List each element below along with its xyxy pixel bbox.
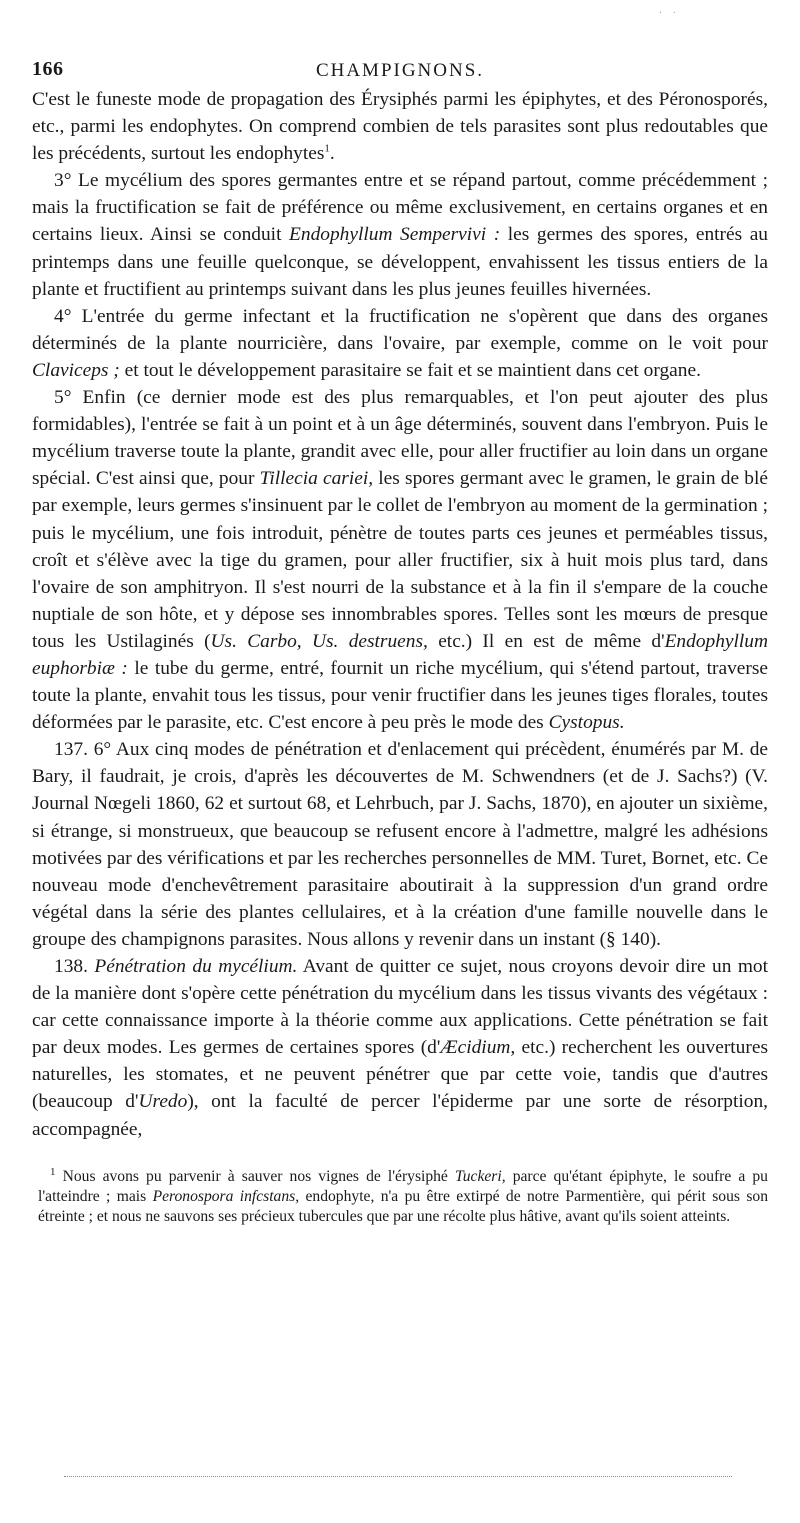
book-page — [32, 52, 768, 1227]
text-run: 5° Enfin (ce dernier mode est des plus remarquables, et l'on peut ajouter des plus formidables), l'entrée se fait à un point et à un âge déterminés, souvent dans l'embryon. Puis le mycélium traverse toute la plante, grandit avec elle, pour aller fructifier au loin dans un organe spécial. C'est ainsi que, pour — [32, 387, 768, 490]
text-run: 3° Le mycélium des spores germantes entre et se répand partout, comme précédemment ; mais la fructification se fait de préférence ou même exclusivement, en certains organes et en certains lieux. Ainsi se conduit — [32, 170, 768, 246]
text-run: 138. — [54, 956, 95, 977]
body-text — [32, 86, 768, 1143]
text-run: endophyte, n'a pu être extirpé de notre Parmentière, qui périt sous son étreinte ; et nous ne sauvons ses précieux tubercules que par une récolte plus hâtive, avant qu'ils soient atteints. — [38, 1187, 768, 1226]
italic-term: Us. Carbo, Us. destruens, — [210, 630, 428, 652]
text-run: C'est le funeste mode de propagation des Érysiphés parmi les épiphytes, et des Péronosporés, etc., parmi les endophytes. On comprend combien de tels parasites sont plus redoutables que les précédents, surtout les endophytes — [32, 89, 768, 165]
text-run: parce qu'étant épiphyte, le soufre a pu l'atteindre ; mais — [38, 1167, 768, 1205]
italic-term: Peronospora infcstans, — [152, 1187, 300, 1205]
paragraph-mode-4 — [32, 303, 768, 384]
bottom-dotted-rule — [64, 1476, 732, 1477]
italic-term: Æcidium, — [440, 1037, 516, 1059]
paragraph-section-137 — [32, 736, 768, 953]
text-run: les germes des spores, entrés au printemps dans une feuille quelconque, se développent, envahissent les tissus entiers de la plante et fructifient au printemps suivant dans les plus jeunes feuilles hivernées. — [32, 224, 769, 300]
footnote-1 — [38, 1167, 768, 1228]
text-run: Nous avons pu parvenir à sauver nos vignes de l'érysiphé — [55, 1167, 455, 1185]
text-run: 4° L'entrée du germe infectant et la fructification ne s'opèrent que dans des organes déterminés de la plante nourricière, dans l'ovaire, par exemple, comme on le voit pour — [32, 305, 768, 354]
italic-term: Endophyllum Sempervivi : — [289, 224, 501, 246]
page-header — [32, 52, 768, 86]
running-head: CHAMPIGNONS. — [315, 60, 485, 81]
footnotes — [32, 1167, 768, 1228]
text-run: le tube du germe, entré, fournit un riche mycélium, qui s'étend partout, traverse toute la plante, envahit tous les tissus, pour venir fructifier dans les jeunes tiges florales, toutes déformées par le parasite, etc. C'est encore à peu près le mode des — [32, 657, 768, 734]
scan-specks: · · — [658, 8, 680, 19]
footnote-marker: 1 — [324, 142, 330, 155]
text-run: Avant de quitter ce sujet, nous croyons devoir dire un mot de la manière dont s'opère cette pénétration du mycélium dans les tissus vivants des végétaux : car cette connaissance importe à la théorie comme aux applications. Cette pénétration se fait par deux modes. Les germes de certaines spores (d' — [32, 956, 769, 1059]
paragraph-mode-5 — [32, 384, 768, 736]
paragraph-continuation — [32, 86, 768, 167]
text-run: etc.) Il en est de même d' — [427, 630, 665, 652]
text-run: les spores germant avec le gramen, le grain de blé par exemple, leurs germes s'insinuent par le collet de l'embryon au moment de la germination ; puis le mycélium, une fois introduit, pénètre de toutes parts ces jeunes et perméables tissus, croît et s'élève avec la tige du gramen, pour aller fructifier, six à huit mois plus tard, dans l'ovaire de son amphitryon. Il s'est nourri de la substance et à la fin il s'empare de la couche nuptiale de son hôte, et y dépose ses innombrables spores. Telles sont les mœurs de presque tous les Ustilaginés ( — [32, 468, 768, 652]
paragraph-section-138 — [32, 953, 768, 1143]
italic-term: Tuckeri, — [454, 1167, 506, 1185]
text-run: etc.) recherchent les ouvertures naturelles, les stomates, et ne peuvent pénétrer que par cette voie, tandis que d'autres (beaucoup d' — [32, 1037, 768, 1113]
italic-term: Pénétration du mycélium. — [94, 956, 298, 977]
italic-term: Claviceps ; — [32, 359, 120, 381]
text-run: . — [329, 143, 335, 165]
text-run: ), ont la faculté de percer l'épiderme par une sorte de résorption, accompagnée, — [32, 1091, 768, 1140]
italic-term: Cystopus. — [548, 712, 625, 734]
italic-term: Tillecia cariei, — [259, 468, 374, 490]
text-run: 137. 6° Aux cinq modes de pénétration et d'enlacement qui précèdent, énumérés par M. de Bary, il faudrait, je crois, d'après les découvertes de M. Schwendners (et de J. Sachs?) (V. Journal Nœgeli 1860, 62 et surtout 68, et Lehrbuch, par J. Sachs, 1870), en ajouter un sixième, si étrange, si monstrueux, que beaucoup se refusent encore à l'admettre, malgré les adhésions motivées par des vérifications et par les recherches personnelles de MM. Turet, Bornet, etc. Ce nouveau mode d'enchevêtrement parasitaire aboutirait à la suppression d'un grand ordre végétal dans la série des plantes cellulaires, et à la création d'une famille nouvelle dans le groupe des champignons parasites. Nous allons y revenir dans un instant (§ 140). — [32, 739, 768, 950]
page-number: 166 — [32, 58, 64, 80]
footnote-marker: 1 — [50, 1165, 56, 1178]
text-run: et tout le développement parasitaire se fait et se maintient dans cet organe. — [119, 359, 701, 381]
italic-term: Endophyllum euphorbiæ : — [32, 630, 768, 679]
italic-term: Uredo — [138, 1091, 188, 1113]
paragraph-mode-3 — [32, 167, 768, 302]
